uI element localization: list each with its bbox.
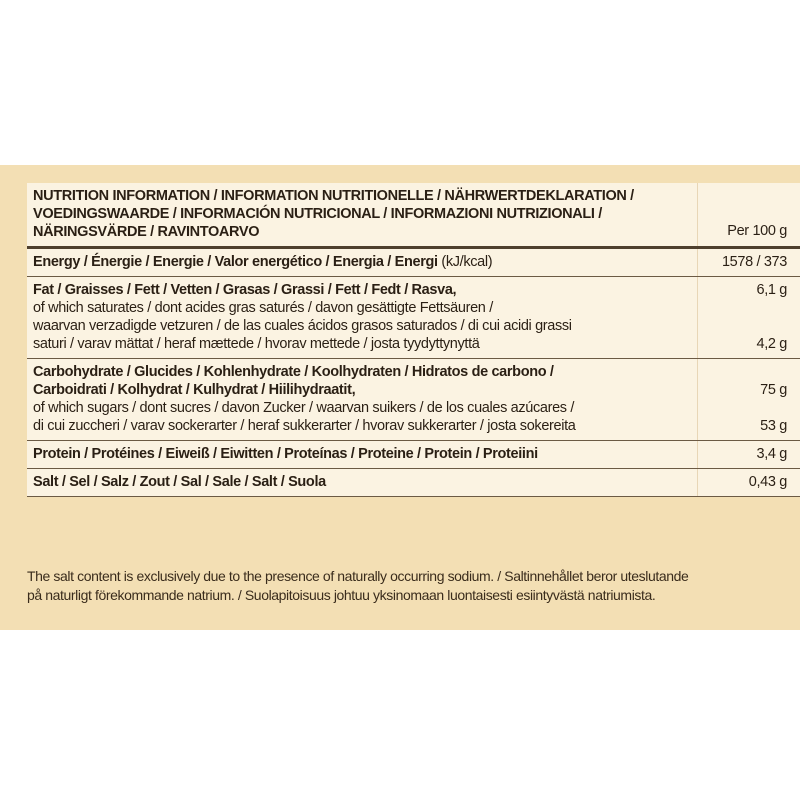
carbohydrate-row — [27, 359, 800, 441]
carbohydrate-value: 75 g — [760, 382, 787, 398]
energy-unit: (kJ/kcal) — [437, 254, 493, 270]
footnote-line-2: på naturligt förekommande natrium. / Suolapitoisuus johtuu yksinomaan luontaisesti esiintyvästä natriumista. — [27, 587, 656, 603]
footnote-line-1: The salt content is exclusively due to the presence of naturally occurring sodium. / Saltinnehållet beror uteslutande — [27, 568, 689, 584]
title-line-2: VOEDINGSWAARDE / INFORMACIÓN NUTRICIONAL / INFORMAZIONI NUTRIZIONALI / — [33, 206, 602, 222]
saturates-line-1: of which saturates / dont acides gras saturés / davon gesättigte Fettsäuren / — [33, 300, 493, 316]
salt-value: 0,43 g — [698, 469, 800, 497]
table-title — [27, 183, 698, 248]
salt-label: Salt / Sel / Salz / Zout / Sal / Sale / Salt / Suola — [33, 474, 326, 490]
sugars-line-1: of which sugars / dont sucres / davon Zucker / waarvan suikers / de los cuales azúcares / — [33, 400, 575, 416]
protein-row — [27, 441, 800, 469]
salt-footnote — [27, 567, 782, 605]
saturates-line-3: saturi / varav mättat / heraf mættede / hvorav mettede / josta tyydyttynyttä — [33, 336, 480, 352]
fat-row — [27, 277, 800, 359]
sugars-line-2: di cui zuccheri / varav sockerarter / heraf sukkerarter / hvorav sukkerarter / josta sokereita — [33, 418, 576, 434]
fat-label: Fat / Graisses / Fett / Vetten / Grasas / Grassi / Fett / Fedt / Rasva, — [33, 282, 457, 298]
fat-value: 6,1 g — [756, 282, 787, 298]
saturates-line-2: waarvan verzadigde vetzuren / de las cuales ácidos grasos saturados / di cui acidi grassi — [33, 318, 572, 334]
energy-value: 1578 / 373 — [698, 248, 800, 277]
table-header-row — [27, 183, 800, 248]
title-line-3: NÄRINGSVÄRDE / RAVINTOARVO — [33, 224, 260, 240]
saturates-value: 4,2 g — [756, 336, 787, 352]
carbohydrate-label-line-1: Carbohydrate / Glucides / Kohlenhydrate / Koolhydraten / Hidratos de carbono / — [33, 364, 554, 380]
per-100g-label: Per 100 g — [698, 183, 800, 248]
protein-value: 3,4 g — [698, 441, 800, 469]
energy-row — [27, 248, 800, 277]
energy-label: Energy / Énergie / Energie / Valor energético / Energia / Energi — [33, 254, 438, 270]
title-line-1: NUTRITION INFORMATION / INFORMATION NUTRITIONELLE / NÄHRWERTDEKLARATION / — [33, 188, 634, 204]
energy-label-line — [33, 253, 693, 271]
carbohydrate-label-line-2: Carboidrati / Kolhydrat / Kulhydrat / Hiilihydraatit, — [33, 382, 356, 398]
sugars-value: 53 g — [760, 418, 787, 434]
nutrition-table — [27, 183, 800, 497]
protein-label: Protein / Protéines / Eiweiß / Eiwitten / Proteínas / Proteine / Protein / Proteiini — [33, 446, 538, 462]
salt-row — [27, 469, 800, 497]
